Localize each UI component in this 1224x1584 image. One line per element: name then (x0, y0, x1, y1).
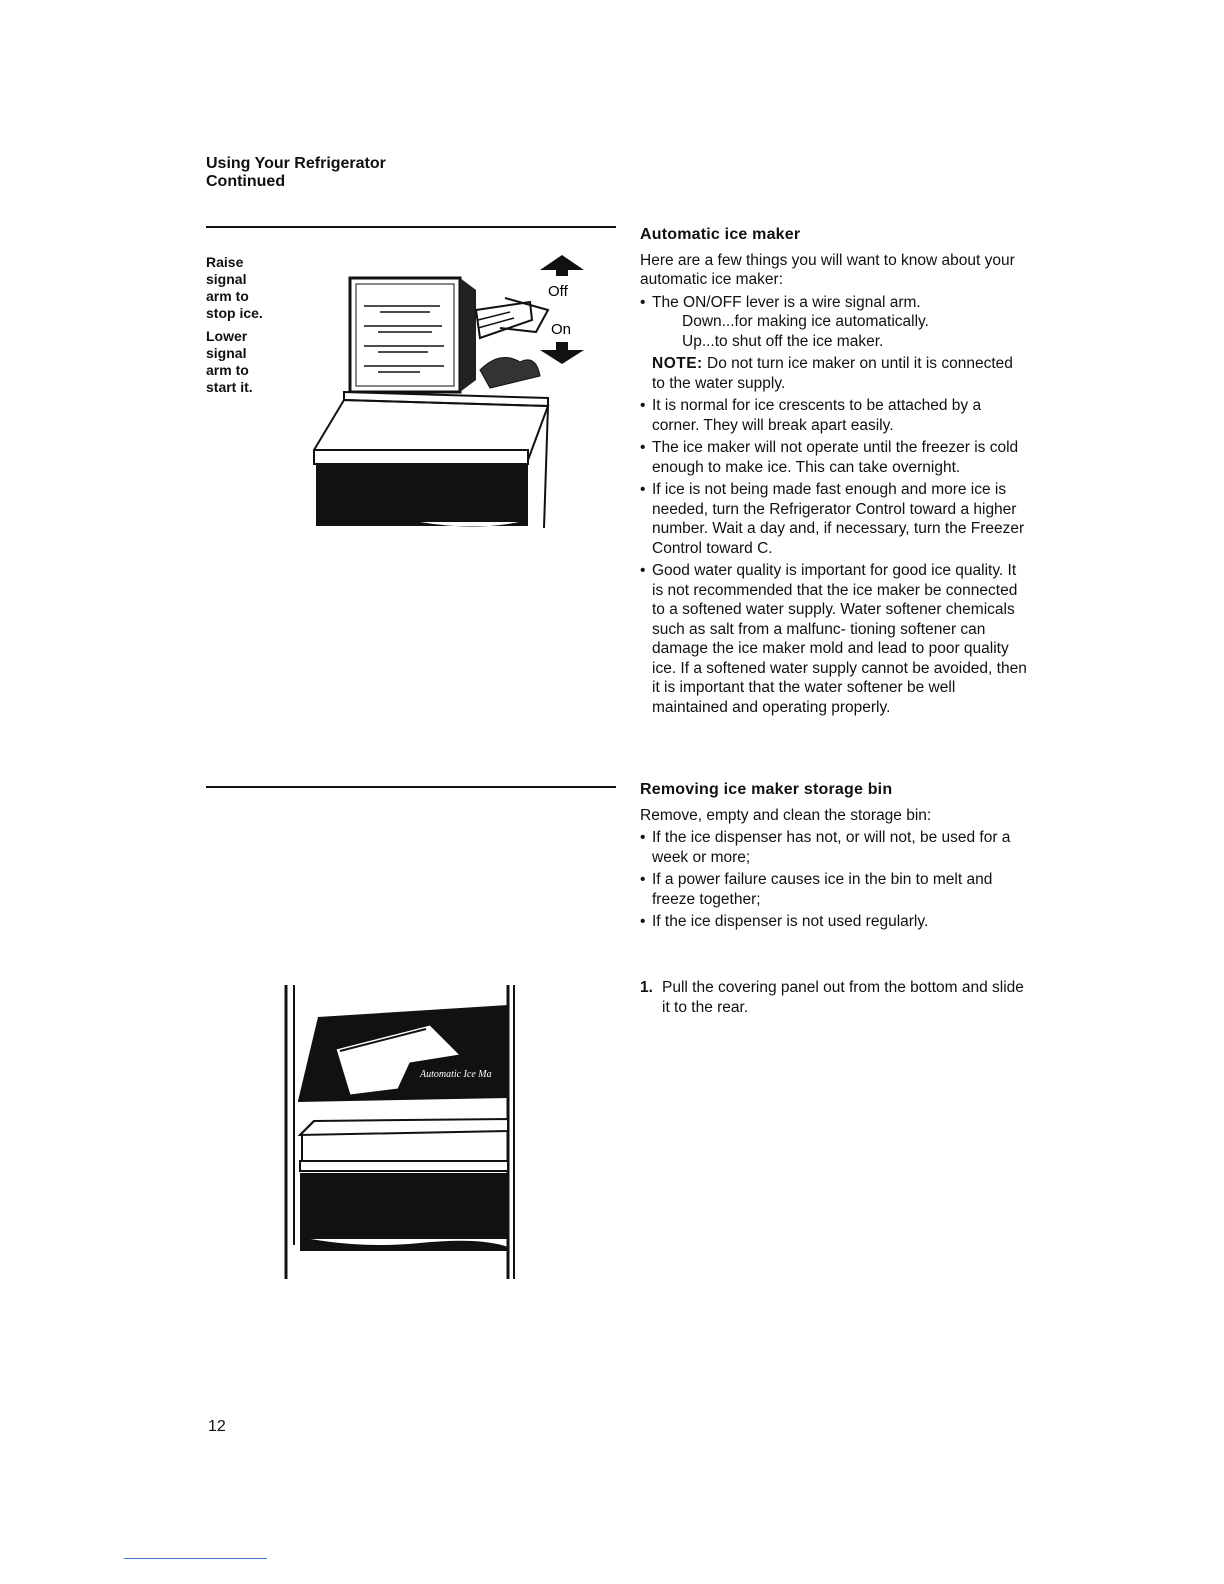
caption-lower: Lower signal arm to start it. (206, 328, 253, 395)
section-header (206, 155, 386, 191)
step-1 (640, 978, 1030, 1017)
note-text: Do not turn ice maker on until it is connected to the water supply. (652, 355, 1013, 392)
ice-maker-intro: Here are a few things you will want to know about your automatic ice maker: (640, 251, 1015, 288)
bottom-divider (124, 1558, 267, 1559)
storage-bin-list (640, 828, 1030, 932)
list-item: • Good water quality is important for good ice quality. It is not recommended that the ice maker be connected to a softened water supply. Water softener chemicals such as salt from a malfunc- tioning softener can damage the ice maker mold and lead to poor quality ice. If a softened water supply cannot be avoided, then it is important that the water softener be well maintained and operating properly. (640, 561, 1030, 717)
storage-bin-section (640, 780, 1030, 935)
note-label: NOTE: (652, 355, 703, 372)
header-subtitle: Continued (206, 173, 286, 190)
header-title: Using Your Refrigerator (206, 155, 386, 172)
list-item: • If the ice dispenser is not used regularly. (640, 912, 1030, 932)
divider-middle (206, 786, 616, 788)
storage-bin-intro: Remove, empty and clean the storage bin: (640, 806, 932, 824)
ice-maker-list (640, 293, 1030, 352)
storage-bin-illustration (280, 985, 520, 1280)
caption-raise: Raise signal arm to stop ice. (206, 254, 263, 321)
ice-maker-illustration (300, 250, 600, 530)
step-item (640, 978, 1030, 1017)
list-item: • If the ice dispenser has not, or will not, be used for a week or more; (640, 828, 1030, 867)
down-text: Down...for making ice automatically. (682, 313, 929, 330)
on-label: On (551, 321, 572, 338)
ice-maker-section (640, 225, 1030, 720)
figure-caption (206, 254, 276, 396)
up-text: Up...to shut off the ice maker. (682, 332, 884, 350)
list-item (640, 293, 1030, 352)
panel-label: Automatic Ice Ma (420, 1069, 492, 1080)
list-item: • If a power failure causes ice in the bin to melt and freeze together; (640, 870, 1030, 909)
arrow-up-icon (540, 255, 584, 276)
divider-top (206, 226, 616, 228)
arrow-down-icon (540, 342, 584, 364)
note (640, 354, 1030, 393)
storage-bin-heading: Removing ice maker storage bin (640, 781, 893, 798)
list-item: • The ice maker will not operate until the freezer is cold enough to make ice. This can take overnight. (640, 438, 1030, 477)
list-item-text: The ON/OFF lever is a wire signal arm. (652, 293, 921, 311)
list-item: • If ice is not being made fast enough and more ice is needed, turn the Refrigerator Control toward a higher number. Wait a day and, if necessary, turn the Freezer Control toward C. (640, 480, 1030, 558)
step-text: Pull the covering panel out from the bottom and slide it to the rear. (662, 979, 1024, 1016)
ice-maker-heading: Automatic ice maker (640, 226, 801, 243)
step-number: 1. (640, 979, 653, 996)
list-item: • It is normal for ice crescents to be attached by a corner. They will break apart easily. (640, 396, 1030, 435)
ice-maker-list-more (640, 396, 1030, 717)
off-label: Off (548, 283, 568, 300)
page-number: 12 (208, 1418, 226, 1435)
